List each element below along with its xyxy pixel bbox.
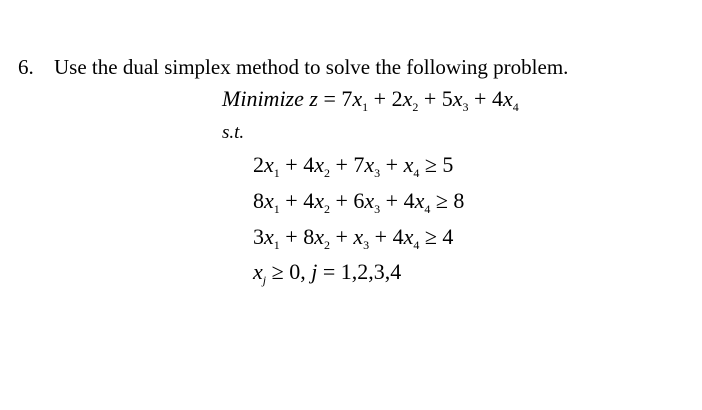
problem-statement: Use the dual simplex method to solve the following problem. [54,55,569,79]
problem-number: 6. [18,55,34,79]
objective-function: Minimize $z = 7x_1 + 2x_2 + 5x_3 + 4x_4$ [222,86,519,114]
constraint-3: $3x_1 + 8x_2 + x_3 + 4x_4 \ge 4$ [253,224,454,252]
nonnegativity-constraint: $x_j \ge 0$, j = 1,2,3,4 [253,259,402,287]
constraint-1: $2x_1 + 4x_2 + 7x_3 + x_4 \ge 5$ [253,152,454,180]
constraint-2: $8x_1 + 4x_2 + 6x_3 + 4x_4 \ge 8$ [253,188,465,216]
subject-to-label: s.t. [222,122,245,143]
